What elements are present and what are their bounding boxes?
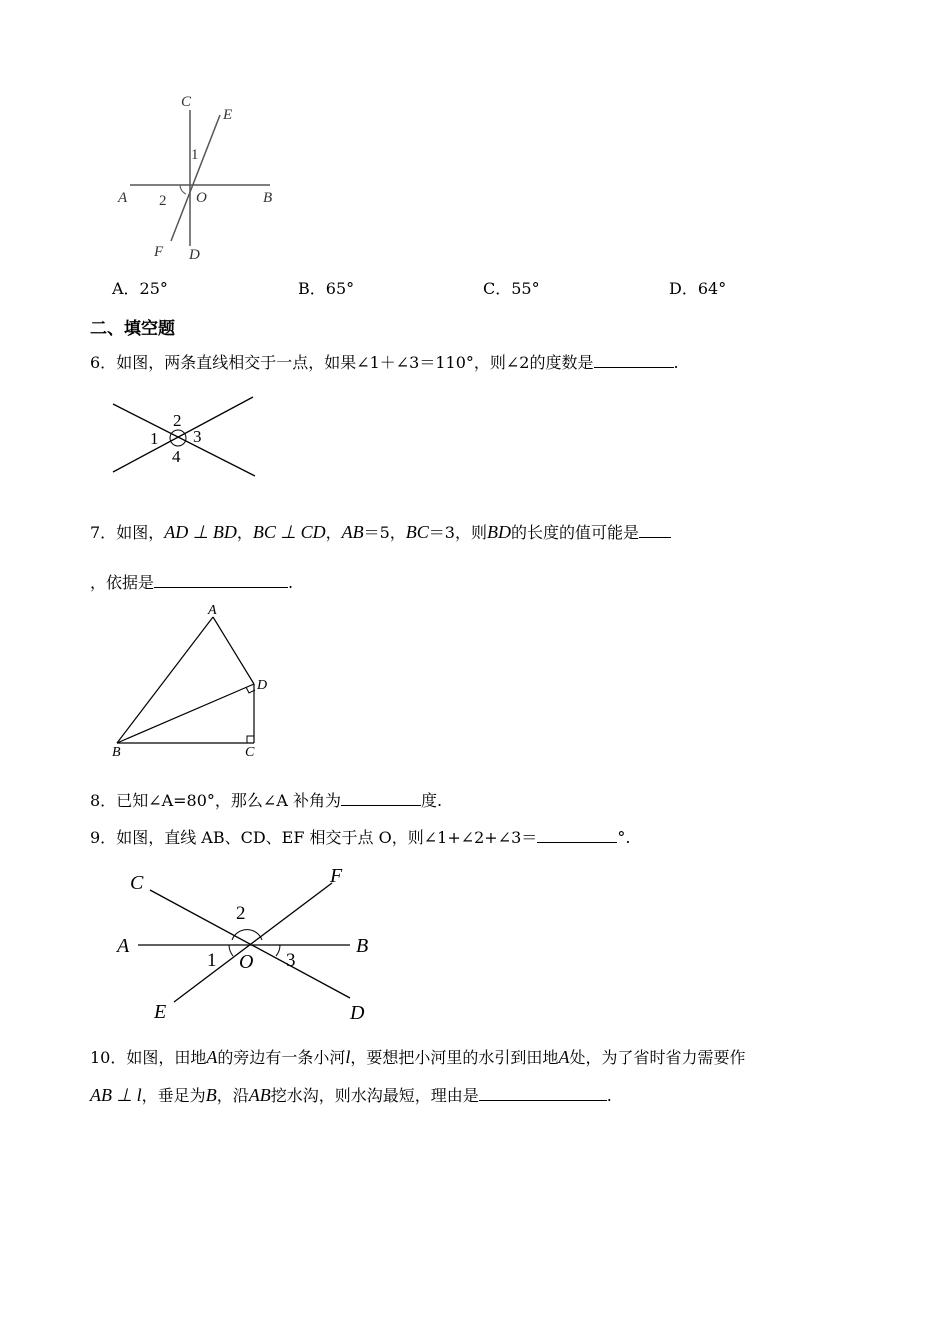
q7-math-bc: BC bbox=[405, 522, 429, 542]
q6-text bbox=[90, 353, 679, 373]
q9-number: 9． bbox=[90, 828, 117, 847]
q9-text bbox=[90, 828, 630, 848]
q7-basis-label: ，依据是 bbox=[90, 573, 155, 592]
q7-side-bd bbox=[117, 684, 254, 743]
q10-math-ab: AB bbox=[248, 1085, 271, 1105]
q7-math-bc-perp-cd: BC ⊥ CD bbox=[252, 522, 326, 542]
q7-line2-end: . bbox=[288, 573, 294, 592]
q10-math-ab-perp-l: AB ⊥ l bbox=[90, 1085, 142, 1105]
q6-end: . bbox=[673, 353, 679, 372]
q5-label-e: E bbox=[223, 107, 233, 123]
q7-intro: 如图， bbox=[116, 523, 165, 542]
q10-t5: ，垂足为 bbox=[141, 1086, 206, 1105]
q9-label-o: O bbox=[239, 951, 254, 973]
q7-right-angle-c bbox=[247, 736, 254, 743]
q7-math-ad-perp-bd: AD ⊥ BD bbox=[164, 522, 237, 542]
q10-t3: ，要想把小河里的水引到田地 bbox=[350, 1048, 559, 1067]
q7-question-end: 的长度的值可能是 bbox=[510, 523, 639, 542]
q8-answer-blank[interactable] bbox=[341, 791, 421, 806]
q6-label-2: 2 bbox=[173, 411, 182, 430]
q6-label-1: 1 bbox=[150, 429, 159, 448]
q9-question-text: 如图，直线 AB、CD、EF 相交于点 O，则∠1+∠2+∠3＝ bbox=[116, 828, 538, 847]
q6-number: 6． bbox=[90, 353, 117, 372]
q5-label-1: 1 bbox=[191, 147, 199, 163]
q8-text bbox=[90, 791, 442, 811]
q7-sep1: ， bbox=[236, 523, 253, 542]
q9-label-d: D bbox=[350, 1002, 365, 1024]
q7-math-ab: AB bbox=[341, 522, 364, 542]
q7-sep2: ， bbox=[325, 523, 342, 542]
q5-option-a: A．25° bbox=[112, 279, 168, 298]
q7-answer-blank-2[interactable] bbox=[154, 573, 288, 588]
q6-line-2 bbox=[113, 397, 253, 472]
q6-label-4: 4 bbox=[172, 447, 181, 466]
q7-side-ab bbox=[117, 617, 213, 743]
q9-label-e: E bbox=[154, 1001, 167, 1023]
q5-label-o: O bbox=[196, 190, 207, 206]
q5-label-d: D bbox=[189, 247, 200, 263]
q7-number: 7． bbox=[90, 523, 117, 542]
q10-math-a2: A bbox=[558, 1047, 570, 1067]
q9-figure bbox=[110, 860, 380, 1028]
q10-answer-blank[interactable] bbox=[479, 1086, 607, 1101]
q10-text-line2 bbox=[90, 1085, 612, 1106]
q6-answer-blank[interactable] bbox=[594, 353, 674, 368]
q9-label-f: F bbox=[330, 865, 343, 887]
q9-answer-blank[interactable] bbox=[537, 828, 617, 843]
q10-t7: 挖水沟，则水沟最短，理由是 bbox=[270, 1086, 479, 1105]
q9-label-b: B bbox=[356, 935, 369, 957]
q6-question-text: 如图，两条直线相交于一点，如果∠1＋∠3＝110°，则∠2的度数是 bbox=[116, 353, 594, 372]
q6-line-1 bbox=[113, 404, 255, 476]
q7-label-a: A bbox=[208, 603, 217, 618]
q10-t6: ，沿 bbox=[216, 1086, 249, 1105]
q5-label-a: A bbox=[118, 190, 128, 206]
q6-figure bbox=[105, 390, 265, 482]
q10-text-line1 bbox=[90, 1047, 745, 1068]
q5-figure bbox=[110, 88, 290, 266]
q9-label-a: A bbox=[117, 935, 130, 957]
q7-ab-value: ＝5， bbox=[363, 523, 406, 542]
section-title: 二、填空题 bbox=[90, 319, 175, 339]
q9-angle-arc-1 bbox=[229, 945, 233, 956]
q8-end: 度. bbox=[420, 791, 443, 810]
q9-label-3: 3 bbox=[286, 950, 296, 971]
q5-option-d: D．64° bbox=[669, 279, 727, 298]
q6-angle-circle bbox=[170, 430, 186, 446]
q7-label-b: B bbox=[112, 745, 121, 760]
q10-t4: 处，为了省时省力需要作 bbox=[569, 1048, 746, 1067]
q9-line-ef bbox=[174, 883, 332, 1002]
q7-bc-value: ＝3，则 bbox=[428, 523, 487, 542]
q7-text-line1 bbox=[90, 522, 671, 543]
q7-label-d: D bbox=[257, 678, 268, 693]
q10-t2: 的旁边有一条小河 bbox=[217, 1048, 346, 1067]
q5-label-c: C bbox=[181, 94, 192, 110]
q10-t1: 如图，田地 bbox=[126, 1048, 207, 1067]
q6-label-3: 3 bbox=[193, 427, 202, 446]
q5-label-2: 2 bbox=[159, 193, 167, 209]
q9-label-c: C bbox=[130, 872, 144, 894]
q10-end: . bbox=[606, 1086, 612, 1105]
q10-math-a1: A bbox=[206, 1047, 218, 1067]
q7-math-bd: BD bbox=[486, 522, 511, 542]
q10-math-b: B bbox=[205, 1085, 217, 1105]
q7-figure bbox=[105, 600, 280, 762]
q7-text-line2 bbox=[90, 573, 293, 593]
q7-side-ad bbox=[213, 617, 254, 684]
q9-angle-arc-3 bbox=[276, 945, 280, 956]
q9-label-1: 1 bbox=[207, 950, 217, 971]
q10-number: 10． bbox=[90, 1048, 127, 1067]
q10-math-l: l bbox=[345, 1047, 351, 1067]
q9-label-2: 2 bbox=[236, 903, 246, 924]
q5-label-f: F bbox=[154, 244, 164, 260]
q5-option-c: C．55° bbox=[483, 279, 540, 298]
q5-angle-arc bbox=[180, 185, 186, 194]
q5-line-ef bbox=[171, 115, 220, 241]
q5-option-b: B．65° bbox=[298, 279, 355, 298]
q7-answer-blank-1[interactable] bbox=[639, 523, 671, 538]
q5-label-b: B bbox=[263, 190, 273, 206]
q7-label-c: C bbox=[245, 745, 255, 760]
q8-question-text: 已知∠A=80°，那么∠A 补角为 bbox=[116, 791, 341, 810]
q9-end: °. bbox=[617, 828, 631, 847]
q8-number: 8． bbox=[90, 791, 117, 810]
